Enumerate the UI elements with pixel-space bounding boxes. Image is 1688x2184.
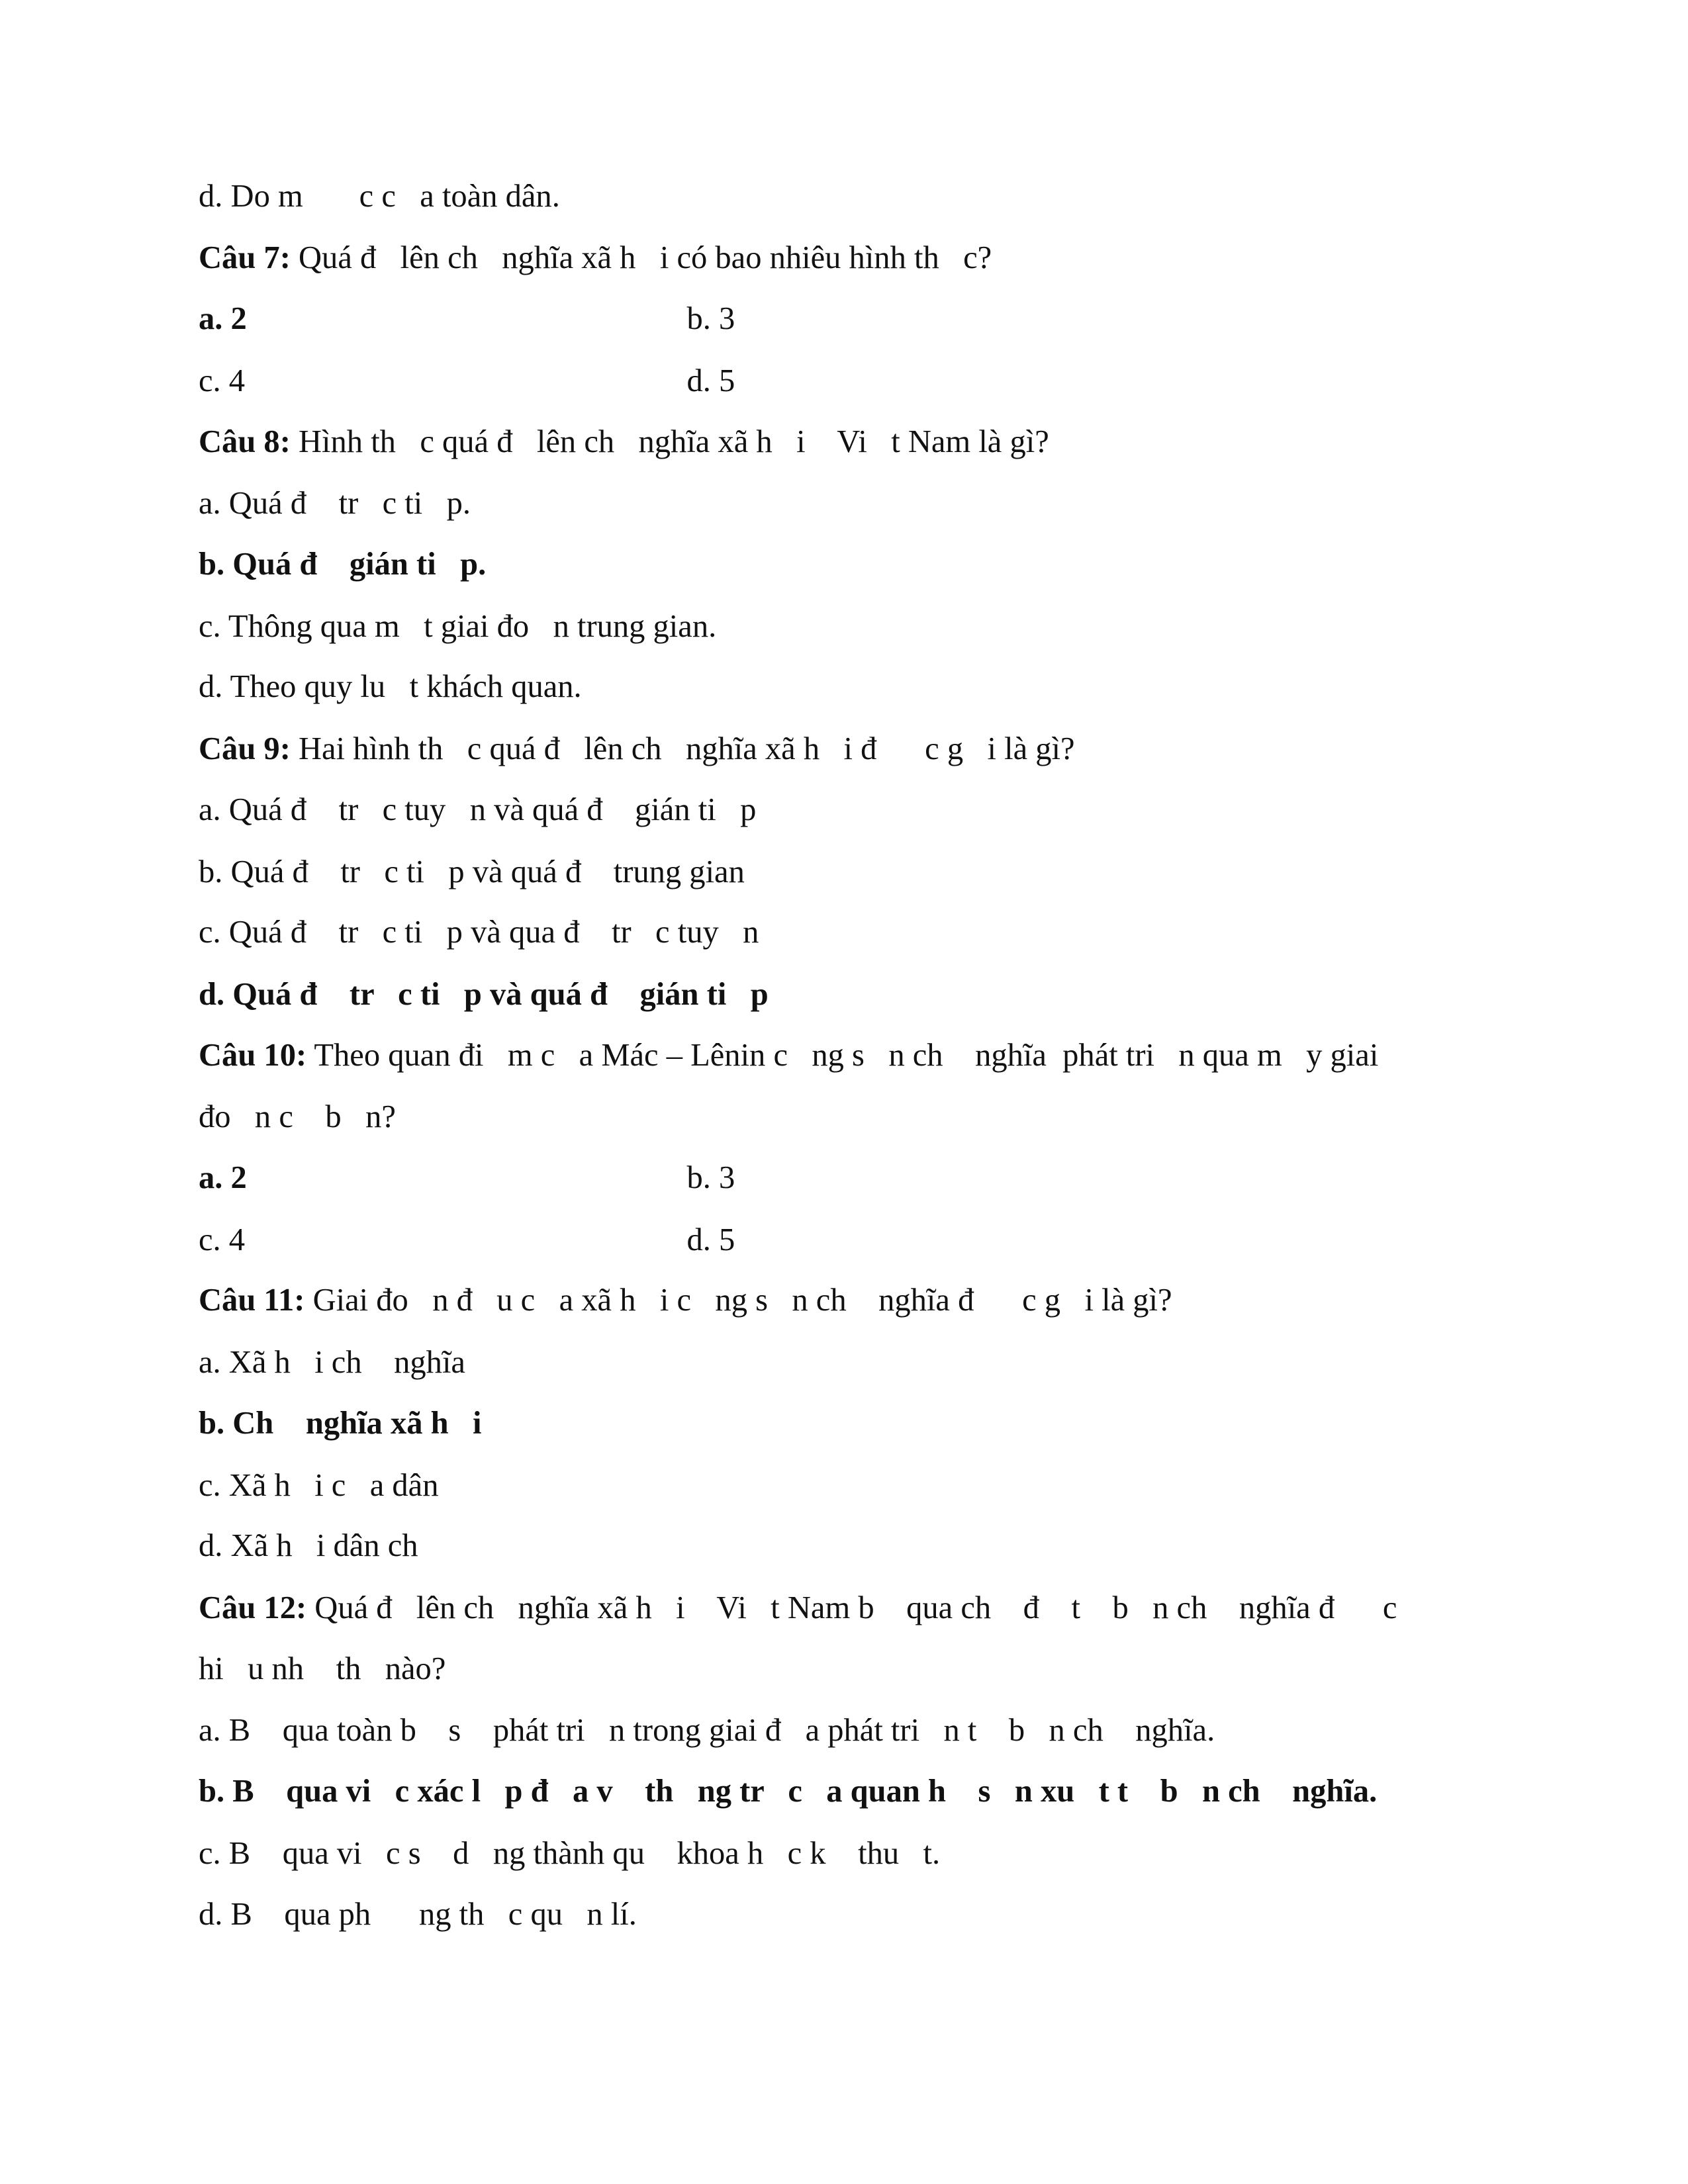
- answer-option: b. B qua vi c xác l p đ a v th ng tr c a quan h s n xu t t b n ch nghĩa.: [199, 1774, 1378, 1809]
- question-9: [199, 729, 1075, 769]
- answer-option: a. Xã h i ch nghĩa: [199, 1345, 465, 1381]
- question-label: Câu 12:: [199, 1590, 307, 1625]
- question-label: Câu 7:: [199, 240, 291, 276]
- answer-option: b. 3: [686, 1160, 735, 1195]
- question-12: [199, 1588, 1397, 1628]
- question-text: Theo quan đi m c a Mác – Lênin c ng s n ch nghĩa phát tri n qua m y giai: [306, 1037, 1379, 1073]
- answer-option: c. 4: [199, 1222, 246, 1257]
- answer-option: a. B qua toàn b s phát tri n trong giai đ a phát tri n t b n ch nghĩa.: [199, 1713, 1215, 1749]
- question-text: Hai hình th c quá đ lên ch nghĩa xã h i đ c g i là gì?: [290, 731, 1075, 767]
- answer-option: d. 5: [686, 1222, 735, 1257]
- answer-option: d. Quá đ tr c ti p và quá đ gián ti p: [199, 976, 769, 1012]
- answer-option: c. Thông qua m t giai đo n trung gian.: [199, 608, 717, 644]
- question-text: Giai đo n đ u c a xã h i c ng s n ch nghĩa đ c g i là gì?: [305, 1283, 1172, 1318]
- question-text: Quá đ lên ch nghĩa xã h i Vi t Nam b qua ch đ t b n ch nghĩa đ c: [306, 1590, 1397, 1625]
- question-10: [199, 1036, 1378, 1075]
- answer-option: b. Quá đ tr c ti p và quá đ trung gian: [199, 854, 745, 889]
- answer-option: d. B qua ph ng th c qu n lí.: [199, 1896, 637, 1932]
- answer-option: c. Quá đ tr c ti p và qua đ tr c tuy n: [199, 915, 759, 950]
- answer-option: d. 5: [686, 363, 735, 398]
- question-label: Câu 10:: [199, 1037, 307, 1073]
- answer-option: a. 2: [199, 301, 247, 337]
- answer-line: d. Do m c c a toàn dân.: [199, 178, 560, 214]
- answer-option: b. 3: [686, 301, 735, 337]
- answer-option: b. Quá đ gián ti p.: [199, 546, 487, 582]
- question-8: [199, 422, 1049, 462]
- answer-option: a. Quá đ tr c tuy n và quá đ gián ti p: [199, 792, 757, 827]
- question-text-continued: đo n c b n?: [199, 1099, 396, 1135]
- answer-option: c. 4: [199, 363, 246, 398]
- answer-option: d. Theo quy lu t khách quan.: [199, 669, 582, 705]
- question-text-continued: hi u nh th nào?: [199, 1651, 446, 1686]
- question-label: Câu 11:: [199, 1283, 305, 1318]
- question-7: [199, 238, 992, 278]
- answer-option: a. 2: [199, 1160, 247, 1195]
- question-text: Hình th c quá đ lên ch nghĩa xã h i Vi t Nam là gì?: [290, 424, 1049, 459]
- question-label: Câu 9:: [199, 731, 291, 767]
- answer-option: c. B qua vi c s d ng thành qu khoa h c k thu t.: [199, 1835, 941, 1871]
- answer-option: d. Xã h i dân ch: [199, 1528, 418, 1564]
- answer-option: a. Quá đ tr c ti p.: [199, 486, 471, 522]
- question-11: [199, 1281, 1172, 1320]
- answer-option: b. Ch nghĩa xã h i: [199, 1405, 482, 1441]
- answer-option: c. Xã h i c a dân: [199, 1467, 439, 1503]
- question-text: Quá đ lên ch nghĩa xã h i có bao nhiêu hình th c?: [290, 240, 992, 276]
- question-label: Câu 8:: [199, 424, 291, 459]
